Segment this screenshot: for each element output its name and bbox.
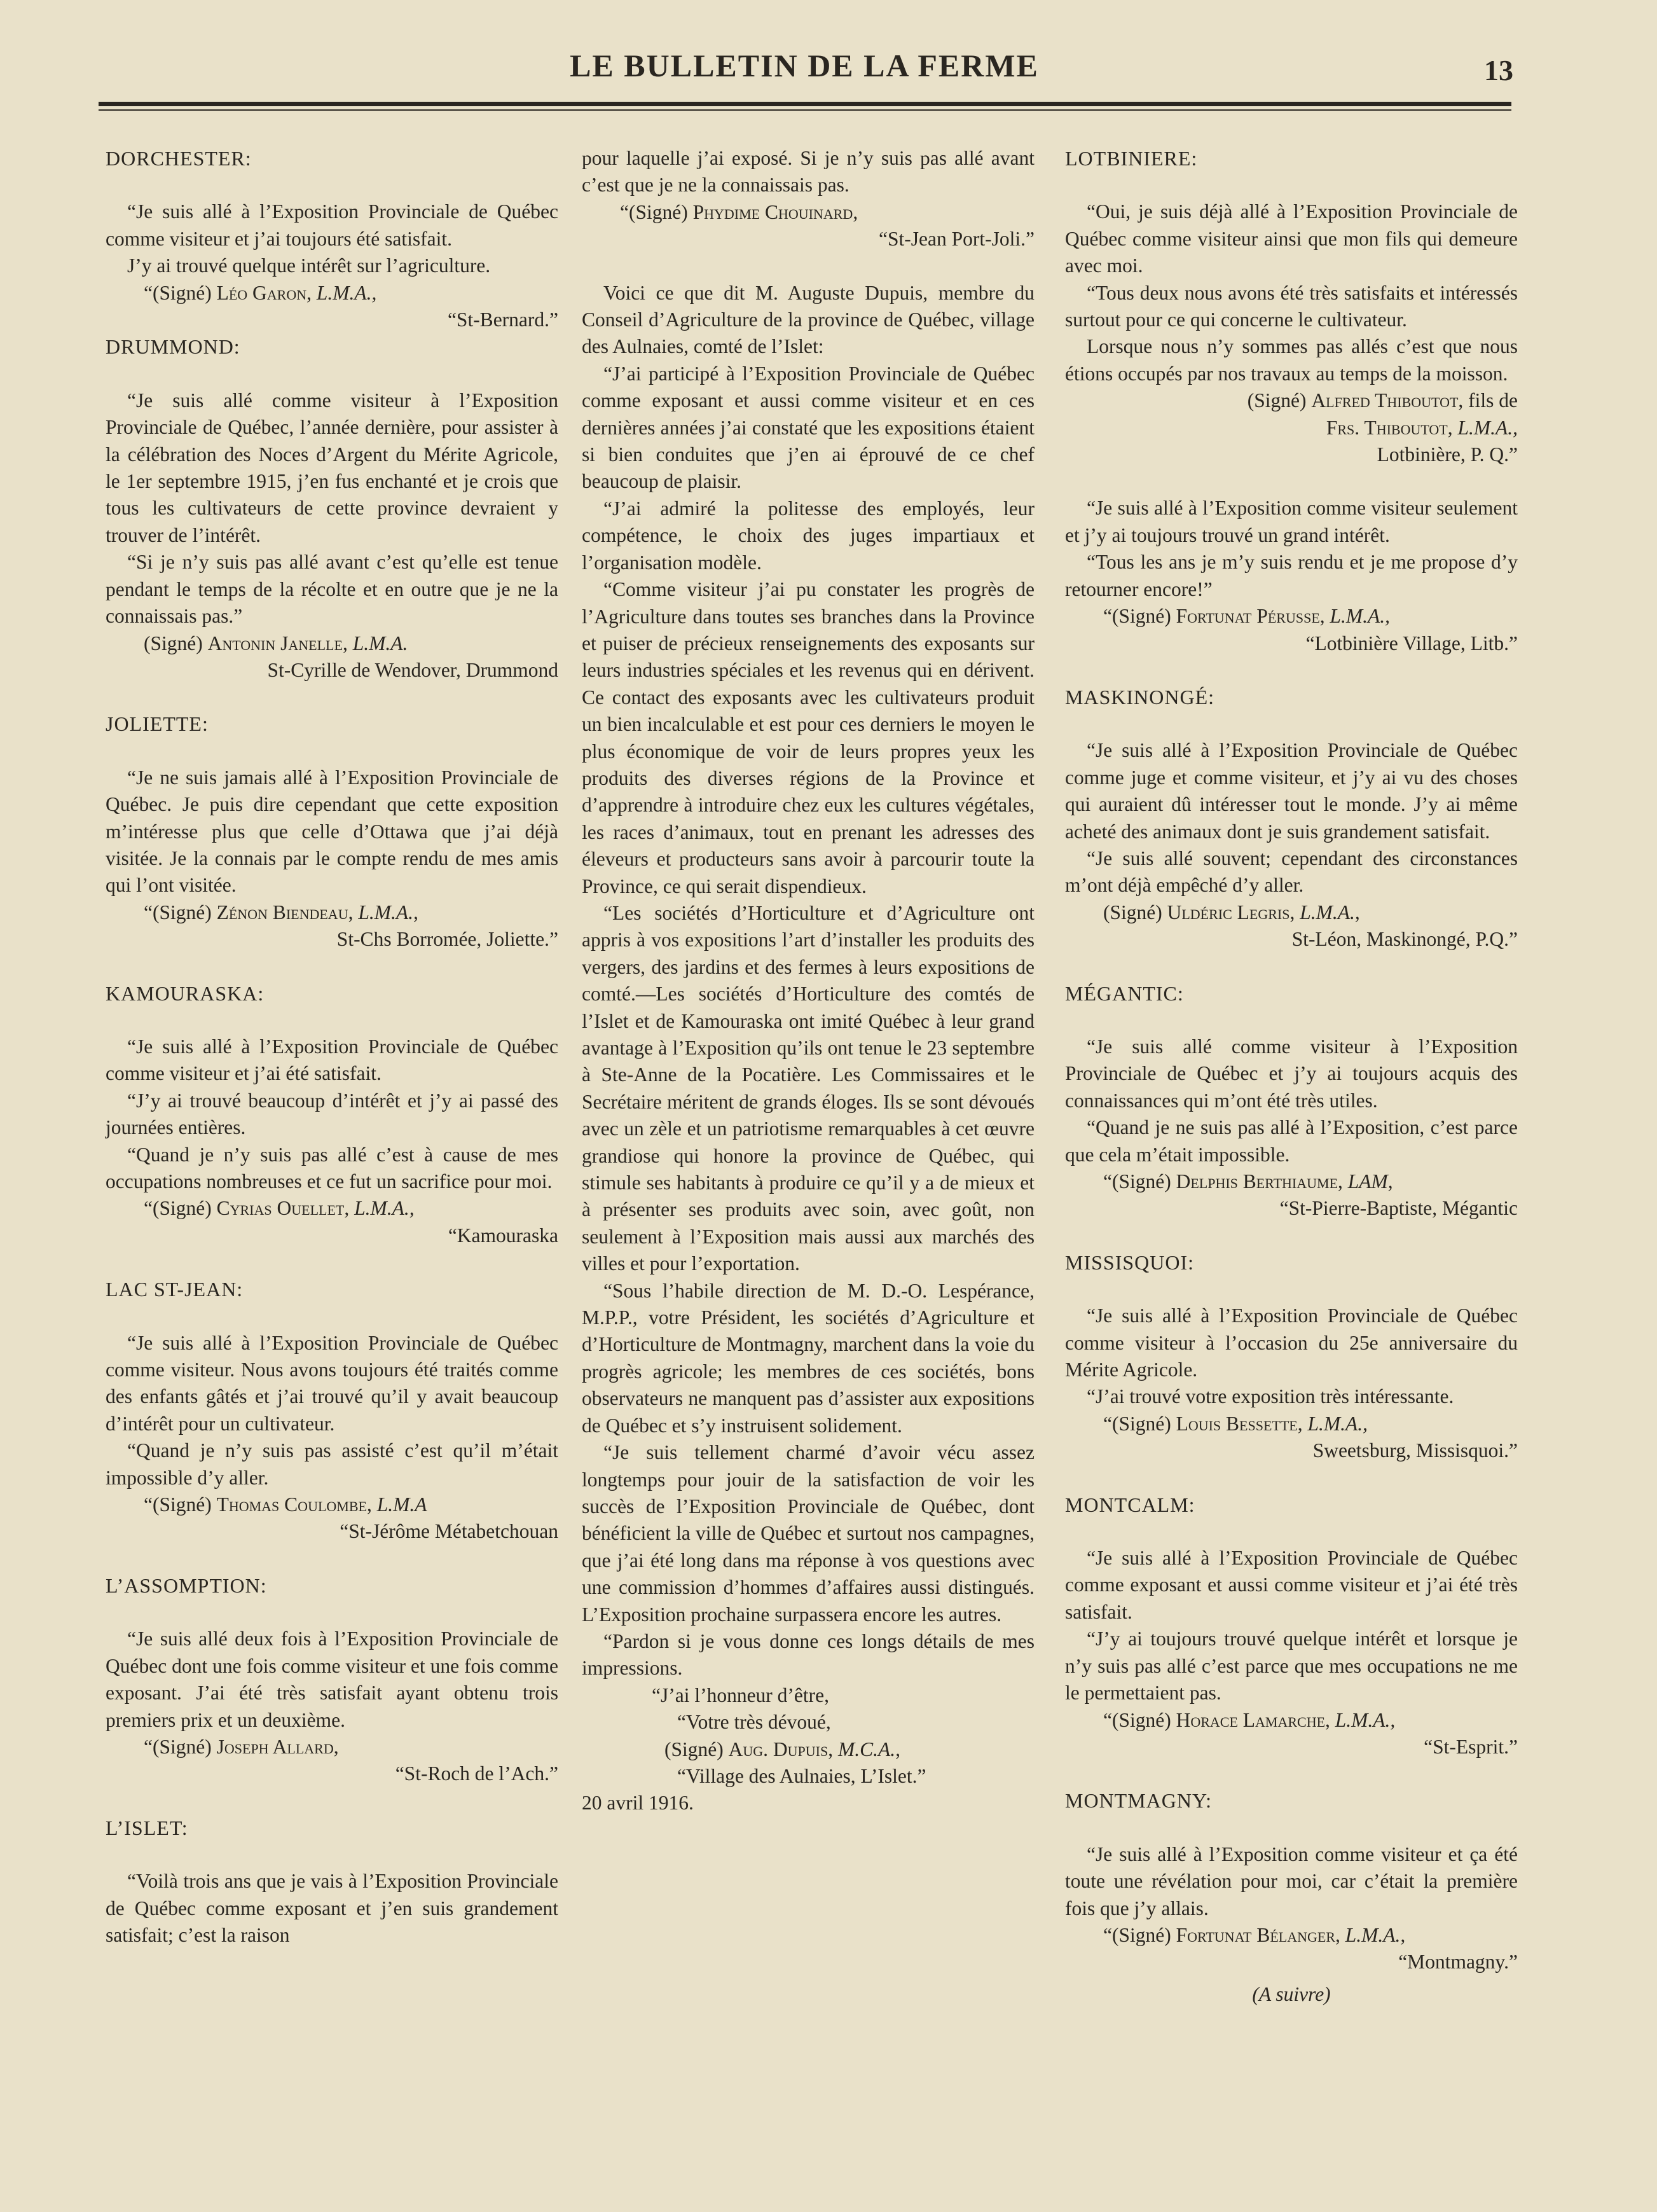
paragraph: “Quand je ne suis pas allé à l’Exposition, c’est parce que cela m’était impossible. bbox=[1065, 1116, 1518, 1166]
paragraph: “Je suis tellement charmé d’avoir vécu assez longtemps pour jouir de la satisfaction de voir les succès de l’Exposition Provinciale de Québec, dont bénéficient la ville de Québec et surtout nos campagnes, que j’ai été long dans ma réponse à vos questions avec une commission d’hommes d’affaires aussi distingués. L’Exposition prochaine surpassera encore les autres. bbox=[582, 1441, 1035, 1626]
signature: “(Signé) Fortunat Pérusse, L.M.A., bbox=[1103, 605, 1391, 628]
signature-place: “St-Bernard.” bbox=[447, 308, 558, 331]
paragraph: pour laquelle j’ai exposé. Si je n’y suis pas allé avant c’est que je ne la connaissais pas. bbox=[582, 147, 1035, 197]
paragraph: “J’ai admiré la politesse des employés, leur compétence, le choix des juges impartiaux et l’organisation modèle. bbox=[582, 497, 1035, 574]
masthead bbox=[95, 39, 1513, 97]
paragraph: “Je suis allé à l’Exposition Provinciale de Québec comme juge et comme visiteur, et j’y ai vu des choses qui auraient dû intéresser tout le monde. J’y ai même acheté des animaux dont je suis grandement satisfait. bbox=[1065, 739, 1518, 843]
section-heading: MONTCALM: bbox=[1065, 1493, 1195, 1516]
paragraph: “Je suis allé à l’Exposition Provinciale de Québec comme visiteur et j’ai été satisfait. bbox=[106, 1035, 558, 1085]
paragraph: “Je suis allé à l’Exposition Provinciale de Québec comme visiteur et j’ai toujours été satisfait. bbox=[106, 200, 558, 250]
signature: “(Signé) Zénon Biendeau, L.M.A., bbox=[144, 901, 418, 923]
paragraph: “Je suis allé deux fois à l’Exposition Provinciale de Québec dont une fois comme visiteur et une fois comme exposant. J’ai été très satisfait ayant obtenu trois premiers prix et un deuxième. bbox=[106, 1628, 558, 1731]
signature: “(Signé) Fortunat Bélanger, L.M.A., bbox=[1103, 1923, 1406, 1946]
signature: “(Signé) Delphis Berthiaume, LAM, bbox=[1103, 1170, 1393, 1192]
signature: “(Signé) Phydime Chouinard, bbox=[620, 200, 858, 223]
signature-place: Sweetsburg, Missisquoi.” bbox=[1312, 1439, 1518, 1462]
signature: Frs. Thiboutot, L.M.A., bbox=[1326, 416, 1518, 439]
column-middle bbox=[582, 145, 1035, 1817]
paragraph: “Je suis allé à l’Exposition comme visiteur et ça été toute une révélation pour moi, car c’était la première fois que j’y allais. bbox=[1065, 1842, 1518, 1919]
paragraph: “Comme visiteur j’ai pu constater les progrès de l’Agriculture dans toutes ses branches dans la Province et puiser de précieux renseignements des exposants sur leurs industries spéciales et les revenus qui en dérivent. Ce contact des exposants avec les cultivateurs produit un bien incalculable et est pour ces derniers le moyen le plus économique de voir de leurs propres yeux les produits des diverses régions de la Province et d’apprendre à introduire chez eux les cultures végétales, les races d’animaux, tout en prenant les adresses des éleveurs et producteurs sans avoir à parcourir toute la Province, ce qui serait dispendieux. bbox=[582, 578, 1035, 897]
signature-place: “St-Jérôme Métabetchouan bbox=[340, 1520, 558, 1543]
signature-place: “St-Pierre-Baptiste, Mégantic bbox=[1279, 1197, 1518, 1220]
signature: (Signé) Aug. Dupuis, M.C.A., bbox=[664, 1738, 900, 1760]
signature-place: Lotbinière, P. Q.” bbox=[1377, 443, 1518, 466]
signature-place: “St-Esprit.” bbox=[1424, 1735, 1518, 1758]
paragraph: “Je suis allé souvent; cependant des circonstances m’ont déjà empêché d’y aller. bbox=[1065, 847, 1518, 897]
paragraph: “Si je n’y suis pas allé avant c’est qu’elle est tenue pendant le temps de la récolte et en outre que je ne la connaissais pas.” bbox=[106, 551, 558, 628]
section-heading: JOLIETTE: bbox=[106, 712, 209, 736]
section-heading: MÉGANTIC: bbox=[1065, 981, 1184, 1005]
page-number: 13 bbox=[1484, 54, 1513, 86]
column-right bbox=[1065, 145, 1518, 2008]
paragraph: “Tous les ans je m’y suis rendu et je me propose d’y retourner encore!” bbox=[1065, 551, 1518, 600]
signature: (Signé) Alfred Thiboutot, fils de bbox=[1247, 389, 1518, 412]
paragraph: “J’y ai toujours trouvé quelque intérêt et lorsque je n’y suis pas allé c’est parce que mes occupations ne me le permettaient pas. bbox=[1065, 1628, 1518, 1704]
paragraph: “Je suis allé à l’Exposition Provinciale de Québec comme exposant et aussi comme visiteur et j’ai été très satisfait. bbox=[1065, 1547, 1518, 1623]
signature: “(Signé) Horace Lamarche, L.M.A., bbox=[1103, 1708, 1396, 1731]
signature: “(Signé) Léo Garon, L.M.A., bbox=[144, 281, 377, 304]
section-heading: LAC ST-JEAN: bbox=[106, 1278, 244, 1301]
closing-line: “J’ai l’honneur d’être, bbox=[652, 1683, 829, 1706]
section-heading: KAMOURASKA: bbox=[106, 981, 265, 1005]
paragraph: “Quand je n’y suis pas assisté c’est qu’il m’était impossible d’y aller. bbox=[106, 1439, 558, 1489]
paragraph: “Je ne suis jamais allé à l’Exposition Provinciale de Québec. Je puis dire cependant que cette exposition m’intéresse plus que celle d’Ottawa que j’ai déjà visitée. Je la connais par le compte rendu de mes amis qui l’ont visitée. bbox=[106, 766, 558, 897]
header-rule-thin bbox=[99, 109, 1511, 111]
signature: “(Signé) Joseph Allard, bbox=[144, 1735, 339, 1758]
signature-place: St-Cyrille de Wendover, Drummond bbox=[267, 658, 558, 681]
signature-place: “St-Roch de l’Ach.” bbox=[395, 1762, 558, 1785]
section-heading: L’ASSOMPTION: bbox=[106, 1573, 267, 1597]
paragraph: “J’ai trouvé votre exposition très intéressante. bbox=[1087, 1385, 1454, 1408]
to-be-continued: (A suivre) bbox=[1252, 1982, 1331, 2005]
section-heading: MASKINONGÉ: bbox=[1065, 685, 1214, 709]
paragraph: Lorsque nous n’y sommes pas allés c’est que nous étions occupés par nos travaux au temps de la moisson. bbox=[1065, 335, 1518, 385]
paragraph: “Voilà trois ans que je vais à l’Exposition Provinciale de Québec comme exposant et j’en suis grandement satisfait; c’est la raison bbox=[106, 1870, 558, 1946]
paragraph: “Quand je n’y suis pas allé c’est à cause de mes occupations nombreuses et ce fut un sacrifice pour moi. bbox=[106, 1143, 558, 1192]
paragraph: “J’ai participé à l’Exposition Provinciale de Québec comme exposant et aussi comme visiteur et en ces dernières années j’ai constaté que les expositions étaient si bien conduites que j’en ai éprouvé de ce chef beaucoup de plaisir. bbox=[582, 362, 1035, 493]
section-heading: L’ISLET: bbox=[106, 1816, 188, 1839]
section-heading: MISSISQUOI: bbox=[1065, 1250, 1195, 1274]
signature-place: St-Léon, Maskinongé, P.Q.” bbox=[1291, 928, 1518, 951]
signature-place: “Kamouraska bbox=[448, 1224, 558, 1247]
publication-title: LE BULLETIN DE LA FERME bbox=[570, 48, 1039, 83]
signature-place: “Village des Aulnaies, L’Islet.” bbox=[677, 1764, 926, 1787]
closing-line: “Votre très dévoué, bbox=[677, 1711, 831, 1734]
signature-place: “St-Jean Port-Joli.” bbox=[879, 228, 1035, 251]
header-rule bbox=[99, 102, 1511, 106]
paragraph: “Sous l’habile direction de M. D.-O. Lespérance, M.P.P., votre Président, les sociétés d’Agriculture et d’Horticulture de Montmagny, marchent dans la voie du progrès agricole; les membres de ces sociétés, bons observateurs ne manquent pas d’assister aux expositions de Québec et s’y instruisent solidement. bbox=[582, 1279, 1035, 1437]
section-heading: MONTMAGNY: bbox=[1065, 1789, 1213, 1813]
paragraph: “Oui, je suis déjà allé à l’Exposition Provinciale de Québec comme visiteur ainsi que mon fils qui demeure avec moi. bbox=[1065, 200, 1518, 277]
letter-date: 20 avril 1916. bbox=[582, 1792, 694, 1815]
section-heading: DRUMMOND: bbox=[106, 335, 240, 359]
paragraph: “Tous deux nous avons été très satisfaits et intéressés surtout pour ce qui concerne le cultivateur. bbox=[1065, 281, 1518, 331]
column-left bbox=[106, 145, 558, 1949]
signature-place: “Montmagny.” bbox=[1398, 1951, 1518, 1974]
paragraph: Voici ce que dit M. Auguste Dupuis, membre du Conseil d’Agriculture de la province de Québec, village des Aulnaies, comté de l’Islet: bbox=[582, 281, 1035, 358]
paragraph: “Je suis allé à l’Exposition comme visiteur seulement et j’y ai toujours trouvé un grand intérêt. bbox=[1065, 497, 1518, 546]
section-heading: DORCHESTER: bbox=[106, 147, 252, 170]
signature: “(Signé) Thomas Coulombe, L.M.A bbox=[144, 1493, 427, 1516]
paragraph: “Je suis allé comme visiteur à l’Exposition Provinciale de Québec et j’y ai toujours acquis des connaissances qui m’ont été très utiles. bbox=[1065, 1035, 1518, 1112]
paragraph: “Pardon si je vous donne ces longs détails de mes impressions. bbox=[582, 1629, 1035, 1680]
signature: “(Signé) Louis Bessette, L.M.A., bbox=[1103, 1412, 1368, 1435]
signature: (Signé) Antonin Janelle, L.M.A. bbox=[144, 632, 408, 654]
signature: “(Signé) Cyrias Ouellet, L.M.A., bbox=[144, 1197, 415, 1220]
signature-place: “Lotbinière Village, Litb.” bbox=[1305, 632, 1518, 654]
paragraph: “Je suis allé à l’Exposition Provinciale de Québec comme visiteur. Nous avons toujours été traités comme des enfants gâtés et j’ai trouvé qu’il y avait beaucoup d’intérêt pour un cultivateur. bbox=[106, 1331, 558, 1435]
paragraph: “Les sociétés d’Horticulture et d’Agriculture ont appris à vos expositions l’art d’installer les produits des vergers, des jardins et des fermes à leurs expositions de comté.—Les sociétés d’Horticulture des comtés de l’Islet et de Kamouraska ont imité Québec à leur grand avantage à l’Exposition qu’ils ont tenue le 23 septembre à Ste-Anne de la Pocatière. Les Commissaires et le Secrétaire méritent de grands éloges. Ils se sont dévoués avec un zèle et un patriotisme remarquables à cet œuvre grandiose qui honore la province de Québec, qui stimule ses habitants à produire ce qu’il y a de mieux et à présenter ses produits avec soin, avec goût, non seulement à l’Exposition mais aussi aux marchés des villes et pour l’exportation. bbox=[582, 901, 1035, 1275]
paragraph: “J’y ai trouvé beaucoup d’intérêt et j’y ai passé des journées entières. bbox=[106, 1089, 558, 1139]
signature-place: St-Chs Borromée, Joliette.” bbox=[336, 928, 558, 951]
signature: (Signé) Uldéric Legris, L.M.A., bbox=[1103, 901, 1360, 923]
paragraph: “Je suis allé à l’Exposition Provinciale de Québec comme visiteur à l’occasion du 25e anniversaire du Mérite Agricole. bbox=[1065, 1304, 1518, 1381]
section-heading: LOTBINIERE: bbox=[1065, 147, 1198, 170]
paragraph: “Je suis allé comme visiteur à l’Exposition Provinciale de Québec, l’année dernière, pour assister à la célébration des Noces d’Argent du Mérite Agricole, le 1er septembre 1915, j’en fus enchanté et je crois que tous les cultivateurs de cette province devraient y trouver de l’intérêt. bbox=[106, 389, 558, 546]
paragraph: J’y ai trouvé quelque intérêt sur l’agriculture. bbox=[127, 254, 491, 277]
